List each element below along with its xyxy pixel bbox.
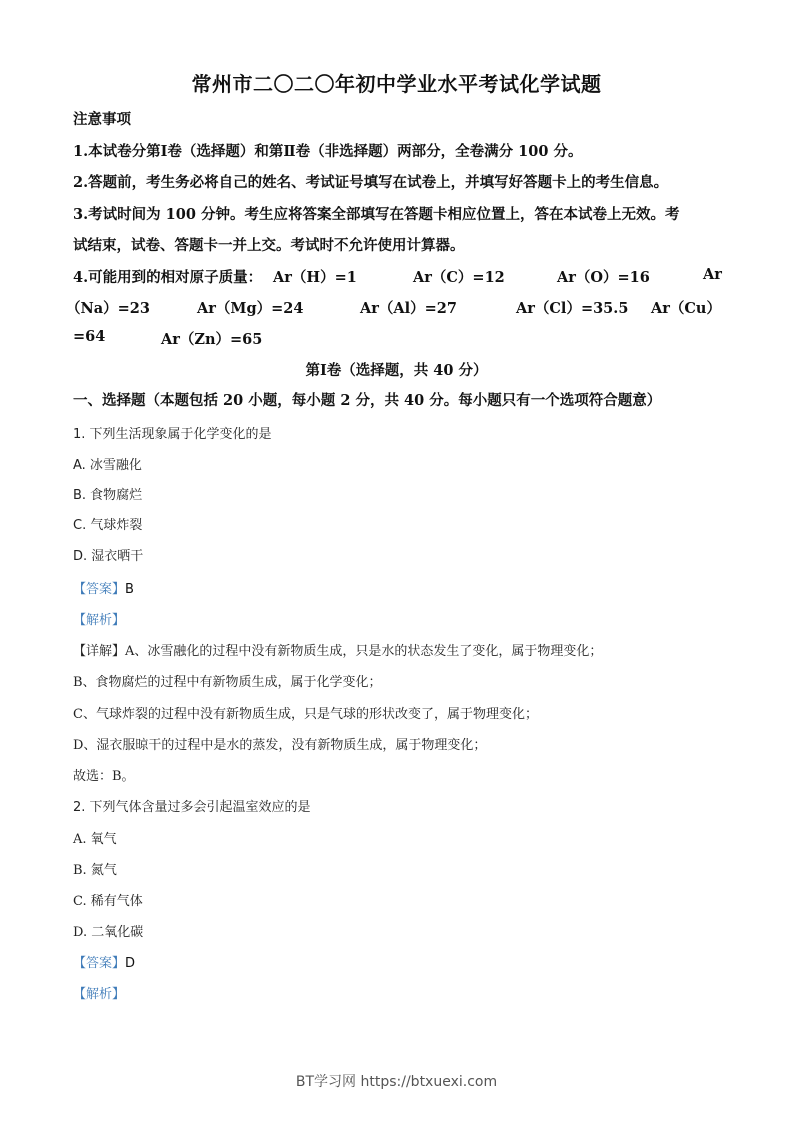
conclusion-line: 故选：B。: [73, 769, 135, 784]
atomic-mass-cl: Ar（Cl）=35.5: [516, 300, 629, 317]
option-a: A. 冰雪融化: [73, 458, 142, 473]
part-heading: 第Ⅰ卷（选择题，共 40 分）: [305, 362, 488, 379]
detail-tag: 【详解】: [73, 644, 126, 659]
note-3: 3.考试时间为 100 分钟。考生应将答案全部填写在答题卡相应位置上，答在本试卷上无效。考: [73, 206, 680, 223]
atomic-mass-h: Ar（H）=1: [273, 269, 357, 286]
detail-line-a: [73, 640, 602, 659]
option-b: B. 氮气: [73, 863, 117, 878]
analysis-tag: 【解析】: [73, 987, 126, 1002]
option-d: D. 湿衣晒干: [73, 549, 144, 564]
atomic-mass-o: Ar（O）=16: [557, 269, 650, 286]
atomic-mass-c: Ar（C）=12: [413, 269, 505, 286]
option-a: A. 氧气: [73, 832, 117, 847]
option-d: D. 二氧化碳: [73, 925, 144, 940]
answer-value: D: [125, 956, 136, 971]
note-1: 1.本试卷分第Ⅰ卷（选择题）和第Ⅱ卷（非选择题）两部分，全卷满分 100 分。: [73, 143, 583, 160]
notes-heading: 注意事项: [73, 111, 131, 128]
analysis-tag: 【解析】: [73, 613, 126, 628]
option-c: C. 稀有气体: [73, 894, 143, 909]
note-3-continued: 试结束，试卷、答题卡一并上交。考试时不允许使用计算器。: [73, 237, 465, 254]
question-stem: 1. 下列生活现象属于化学变化的是: [73, 427, 272, 442]
question-stem: 2. 下列气体含量过多会引起温室效应的是: [73, 800, 311, 815]
atomic-mass-label: 4.可能用到的相对原子质量：: [73, 269, 263, 286]
detail-line-d: D、湿衣服晾干的过程中是水的蒸发，没有新物质生成，属于物理变化；: [73, 738, 487, 753]
answer-tag: 【答案】: [73, 956, 126, 971]
atomic-mass-na: （Na）=23: [66, 300, 150, 317]
answer-value: B: [125, 582, 134, 597]
atomic-mass-cu: Ar（Cu）: [651, 300, 721, 317]
document-title: 常州市二〇二〇年初中学业水平考试化学试题: [191, 72, 602, 96]
atomic-mass-cu-value: =64: [73, 328, 106, 345]
detail-line-c: C、气球炸裂的过程中没有新物质生成，只是气球的形状改变了，属于物理变化；: [73, 707, 538, 722]
option-c: C. 气球炸裂: [73, 518, 143, 533]
section-heading: 一、选择题（本题包括 20 小题，每小题 2 分，共 40 分。每小题只有一个选项符合题意）: [73, 392, 662, 409]
answer-tag: 【答案】: [73, 582, 126, 597]
note-2: 2.答题前，考生务必将自己的姓名、考试证号填写在试卷上，并填写好答题卡上的考生信息。: [73, 174, 669, 191]
detail-line-b: B、食物腐烂的过程中有新物质生成，属于化学变化；: [73, 675, 382, 690]
answer-line: [73, 952, 135, 971]
atomic-mass-zn: Ar（Zn）=65: [161, 331, 263, 348]
footer-watermark: BT学习网 https://btxuexi.com: [295, 1074, 498, 1090]
detail-text: A、冰雪融化的过程中没有新物质生成，只是水的状态发生了变化，属于物理变化；: [125, 644, 603, 659]
option-b: B. 食物腐烂: [73, 488, 143, 503]
answer-line: [73, 578, 134, 597]
atomic-mass-mg: Ar（Mg）=24: [197, 300, 304, 317]
atomic-mass-na-prefix: Ar: [703, 266, 722, 283]
atomic-mass-al: Ar（Al）=27: [360, 300, 457, 317]
